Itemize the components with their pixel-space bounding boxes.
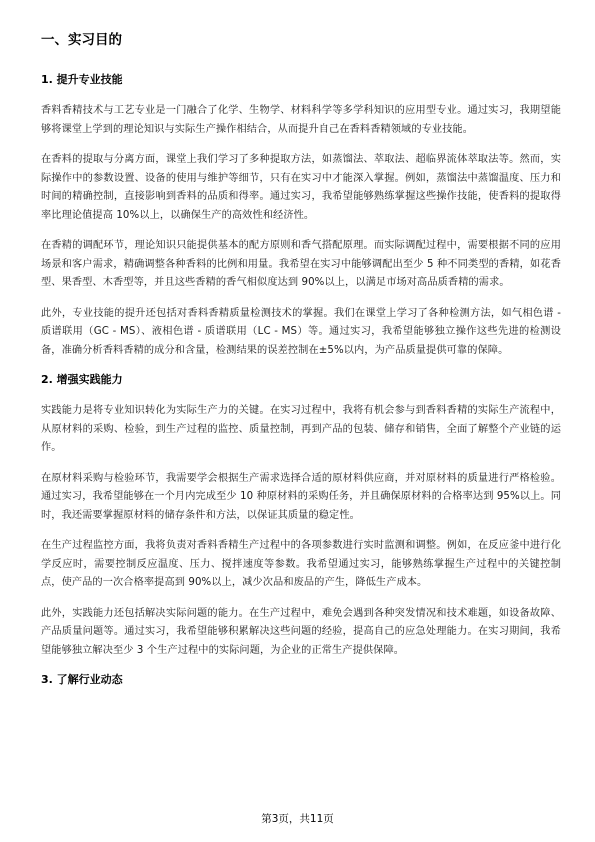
subsection-title: 1. 提升专业技能 (41, 73, 123, 86)
subsection-practice (41, 372, 561, 660)
paragraph: 香料香精技术与工艺专业是一门融合了化学、生物学、材料科学等多学科知识的应用型专业。通过实习，我期望能够将课堂上学到的理论知识与实际生产操作相结合，从而提升自己在香料香精领域的专业技能。 (41, 105, 561, 135)
subsection-industry (41, 672, 561, 688)
page-footer: 第3页，共11页 (261, 813, 334, 825)
subsection-skills (41, 72, 561, 360)
paragraph: 在香料的提取与分离方面，课堂上我们学习了多种提取方法，如蒸馏法、萃取法、超临界流体萃取法等。然而，实际操作中的参数设置、设备的使用与维护等细节，只有在实习中才能深入掌握。例如，蒸馏法中蒸馏温度、压力和时间的精确控制，直接影响到香料的品质和得率。通过实习，我希望能够熟练掌握这些操作技能，使香料的提取得率比理论值提高 10%以上，以确保生产的高效性和经济性。 (41, 154, 561, 221)
paragraph: 在原材料采购与检验环节，我需要学会根据生产需求选择合适的原材料供应商，并对原材料的质量进行严格检验。通过实习，我希望能够在一个月内完成至少 10 种原材料的采购任务，并且确保原材料的合格率达到 95%以上。同时，我还需要掌握原材料的储存条件和方法，以保证其质量的稳定性。 (41, 472, 561, 521)
paragraph: 在香精的调配环节，理论知识只能提供基本的配方原则和香气搭配原理。而实际调配过程中，需要根据不同的应用场景和客户需求，精确调整各种香料的比例和用量。我希望在实习中能够调配出至少 5 种不同类型的香精，如花香型、果香型、木香型等，并且这些香精的香气相似度达到 90%以上，以满足市场对高品质香精的需求。 (41, 240, 561, 288)
paragraph: 实践能力是将专业知识转化为实际生产力的关键。在实习过程中，我将有机会参与到香料香精的实际生产流程中，从原材料的采购、检验，到生产过程的监控、质量控制，再到产品的包装、储存和销售，全面了解整个产业链的运作。 (41, 405, 561, 453)
subsection-title: 2. 增强实践能力 (41, 373, 123, 386)
subsection-title: 3. 了解行业动态 (41, 673, 123, 686)
paragraph: 此外，实践能力还包括解决实际问题的能力。在生产过程中，难免会遇到各种突发情况和技术难题，如设备故障、产品质量问题等。通过实习，我希望能够积累解决这些问题的经验，提高自己的应急处理能力。在实习期间，我希望能够独立解决至少 3 个生产过程中的实际问题，为企业的正常生产提供保障。 (41, 607, 561, 656)
document-body (41, 30, 561, 702)
paragraph: 在生产过程监控方面，我将负责对香料香精生产过程中的各项参数进行实时监测和调整。例如，在反应釜中进行化学反应时，需要控制反应温度、压力、搅拌速度等参数。我希望通过实习，能够熟练掌握生产过程中的关键控制点，使产品的一次合格率提高到 90%以上，减少次品和废品的产生，降低生产成本。 (41, 540, 561, 588)
section-heading: 一、实习目的 (41, 32, 122, 48)
paragraph: 此外，专业技能的提升还包括对香料香精质量检测技术的掌握。我们在课堂上学习了各种检测方法，如气相色谱 - 质谱联用（GC - MS）、液相色谱 - 质谱联用（LC - MS）等。通过实习，我希望能够独立操作这些先进的检测设备，准确分析香料香精的成分和含量，检测结果的误差控制在±5%以内，为产品质量提供可靠的保障。 (41, 307, 561, 356)
